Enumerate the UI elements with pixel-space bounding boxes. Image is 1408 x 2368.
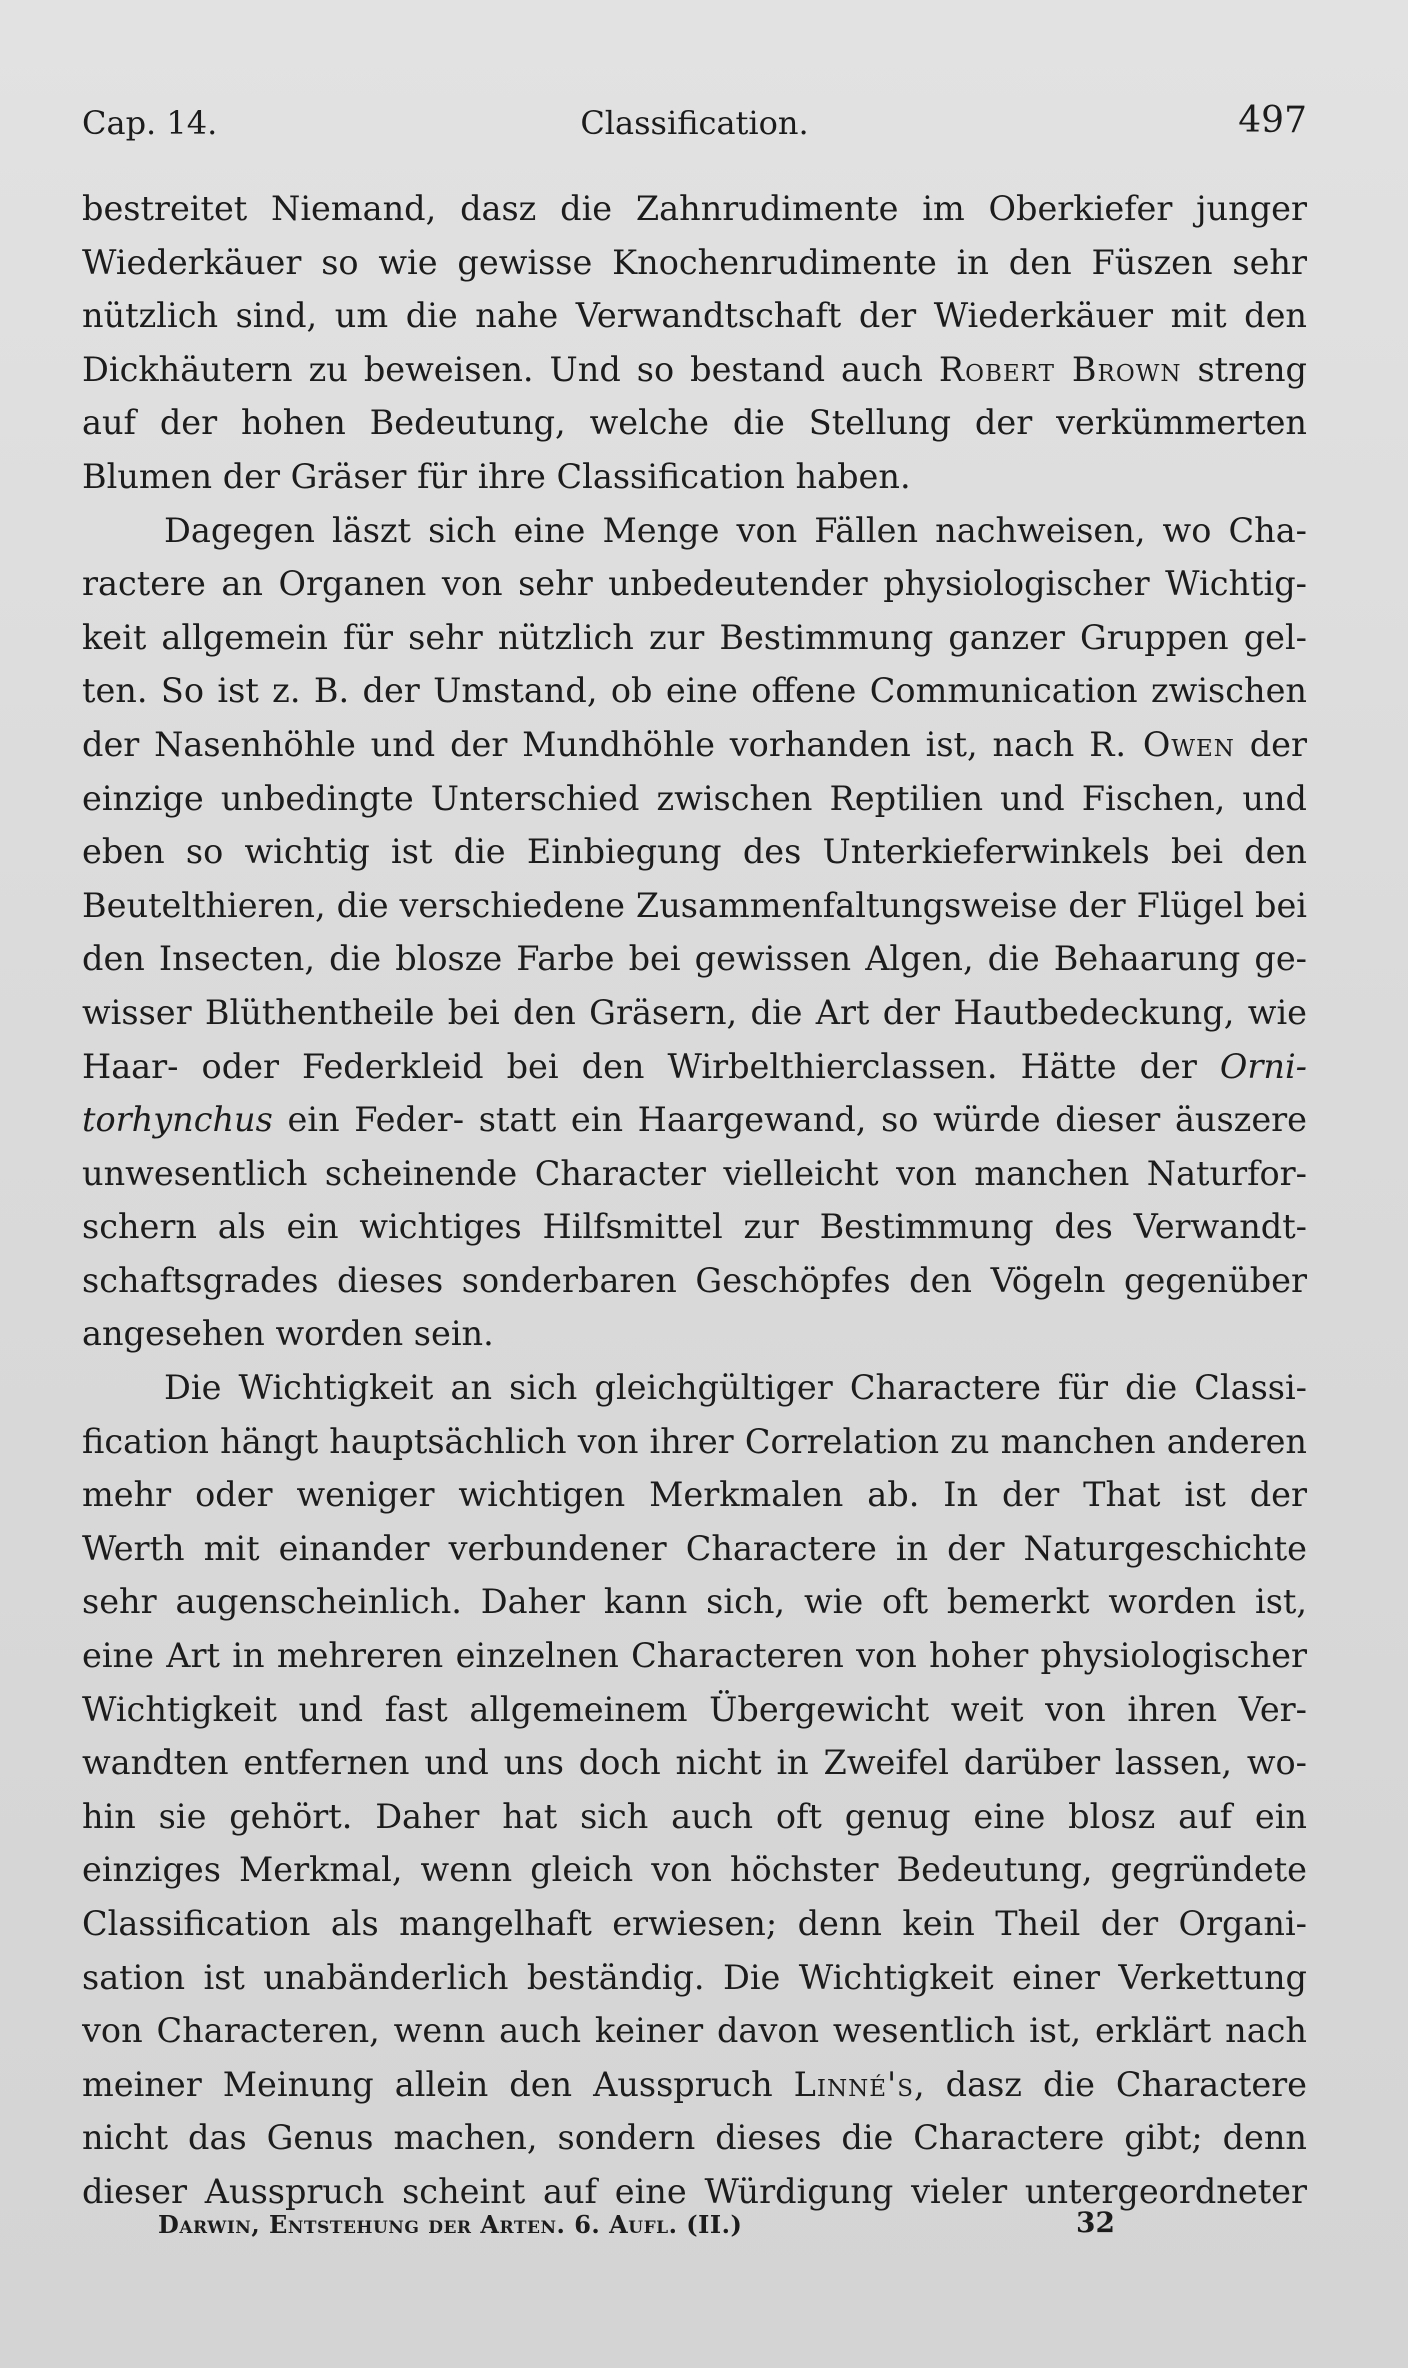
running-title: Classification. bbox=[580, 104, 809, 142]
text-line: sation ist unabänderlich beständig. Die Wichtigkeit einer Verkettung bbox=[82, 1957, 1307, 1997]
running-header bbox=[82, 100, 1307, 150]
text-line: Werth mit einander verbundener Charactere in der Naturgeschichte bbox=[82, 1528, 1307, 1568]
text-line: Haar- oder Federkleid bei den Wirbelthierclassen. Hätte der Orni- bbox=[82, 1046, 1307, 1086]
text-line: Wichtigkeit und fast allgemeinem Übergewicht weit von ihren Ver- bbox=[82, 1689, 1307, 1729]
text-line: angesehen worden sein. bbox=[82, 1314, 494, 1354]
text-line: Dickhäutern zu beweisen. Und so bestand auch Robert Brown streng bbox=[82, 349, 1307, 389]
text-line: keit allgemein für sehr nützlich zur Bestimmung ganzer Gruppen gel- bbox=[82, 617, 1307, 657]
taxon-name: Orni- bbox=[1219, 1046, 1307, 1086]
text-line: eine Art in mehreren einzelnen Characteren von hoher physiologischer bbox=[82, 1636, 1307, 1676]
text-line: einziges Merkmal, wenn gleich von höchster Bedeutung, gegründete bbox=[82, 1850, 1307, 1890]
author-name: Linné's bbox=[793, 2064, 915, 2104]
text-line: wisser Blüthentheile bei den Gräsern, die Art der Hautbedeckung, wie bbox=[82, 992, 1307, 1032]
text-line: schern als ein wichtiges Hilfsmittel zur Bestimmung des Verwandt- bbox=[82, 1207, 1307, 1247]
text-line: den Insecten, die blosze Farbe bei gewissen Algen, die Behaarung ge- bbox=[82, 939, 1307, 979]
chapter-label: Cap. 14. bbox=[82, 104, 218, 142]
sheet-number: 32 bbox=[1076, 2206, 1115, 2239]
text-line: bestreitet Niemand, dasz die Zahnrudimente im Oberkiefer junger bbox=[82, 189, 1307, 228]
text-line: wandten entfernen und uns doch nicht in Zweifel darüber lassen, wo- bbox=[82, 1743, 1307, 1783]
text-line: Beutelthieren, die verschiedene Zusammenfaltungsweise der Flügel bei bbox=[82, 885, 1307, 925]
paragraph-start: Die Wichtigkeit an sich gleichgültiger Charactere für die Classi- bbox=[164, 1368, 1307, 1408]
text-line: unwesentlich scheinende Character vielleicht von manchen Naturfor- bbox=[82, 1153, 1307, 1193]
text-line: ten. So ist z. B. der Umstand, ob eine offene Communication zwischen bbox=[82, 671, 1307, 711]
text-line: von Characteren, wenn auch keiner davon wesentlich ist, erklärt nach bbox=[82, 2011, 1307, 2051]
paragraph-start: Dagegen läszt sich eine Menge von Fällen nachweisen, wo Cha- bbox=[164, 510, 1307, 550]
text-line: schaftsgrades dieses sonderbaren Geschöpfes den Vögeln gegenüber bbox=[82, 1260, 1307, 1300]
text-line: ractere an Organen von sehr unbedeutender physiologischer Wichtig- bbox=[82, 564, 1307, 604]
text-line: mehr oder weniger wichtigen Merkmalen ab. In der That ist der bbox=[82, 1475, 1307, 1515]
text-line: dieser Ausspruch scheint auf eine Würdigung vieler untergeordneter bbox=[82, 2171, 1307, 2211]
text-line: sehr augenscheinlich. Daher kann sich, wie oft bemerkt worden ist, bbox=[82, 1582, 1307, 1622]
text-line: nützlich sind, um die nahe Verwandtschaft der Wiederkäuer mit den bbox=[82, 296, 1307, 336]
text-line: Wiederkäuer so wie gewisse Knochenrudimente in den Füszen sehr bbox=[82, 242, 1307, 282]
author-name: Robert Brown bbox=[938, 349, 1182, 389]
signature-line: Darwin, Entstehung der Arten. 6. Aufl. (II.) bbox=[158, 2210, 743, 2239]
taxon-name: torhynchus bbox=[82, 1100, 273, 1140]
text-line: einzige unbedingte Unterschied zwischen Reptilien und Fischen, und bbox=[82, 778, 1307, 818]
text-line: Classification als mangelhaft erwiesen; denn kein Theil der Organi- bbox=[82, 1904, 1307, 1943]
text-line: torhynchus ein Feder- statt ein Haargewand, so würde dieser äuszere bbox=[82, 1100, 1307, 1140]
text-line: Blumen der Gräser für ihre Classification haben. bbox=[82, 456, 911, 496]
author-name: R. Owen bbox=[1089, 724, 1235, 764]
text-line: nicht das Genus machen, sondern dieses die Charactere gibt; denn bbox=[82, 2118, 1307, 2158]
text-line: auf der hohen Bedeutung, welche die Stellung der verkümmerten bbox=[82, 403, 1307, 443]
text-line: eben so wichtig ist die Einbiegung des Unterkieferwinkels bei den bbox=[82, 832, 1307, 872]
page-number: 497 bbox=[1238, 100, 1307, 141]
text-line: fication hängt hauptsächlich von ihrer Correlation zu manchen anderen bbox=[82, 1421, 1307, 1461]
text-line: meiner Meinung allein den Ausspruch Linné's, dasz die Charactere bbox=[82, 2064, 1307, 2104]
body-text bbox=[82, 182, 1307, 2219]
text-line: hin sie gehört. Daher hat sich auch oft genug eine blosz auf ein bbox=[82, 1796, 1307, 1836]
text-line: der Nasenhöhle und der Mundhöhle vorhanden ist, nach R. Owen der bbox=[82, 724, 1307, 764]
